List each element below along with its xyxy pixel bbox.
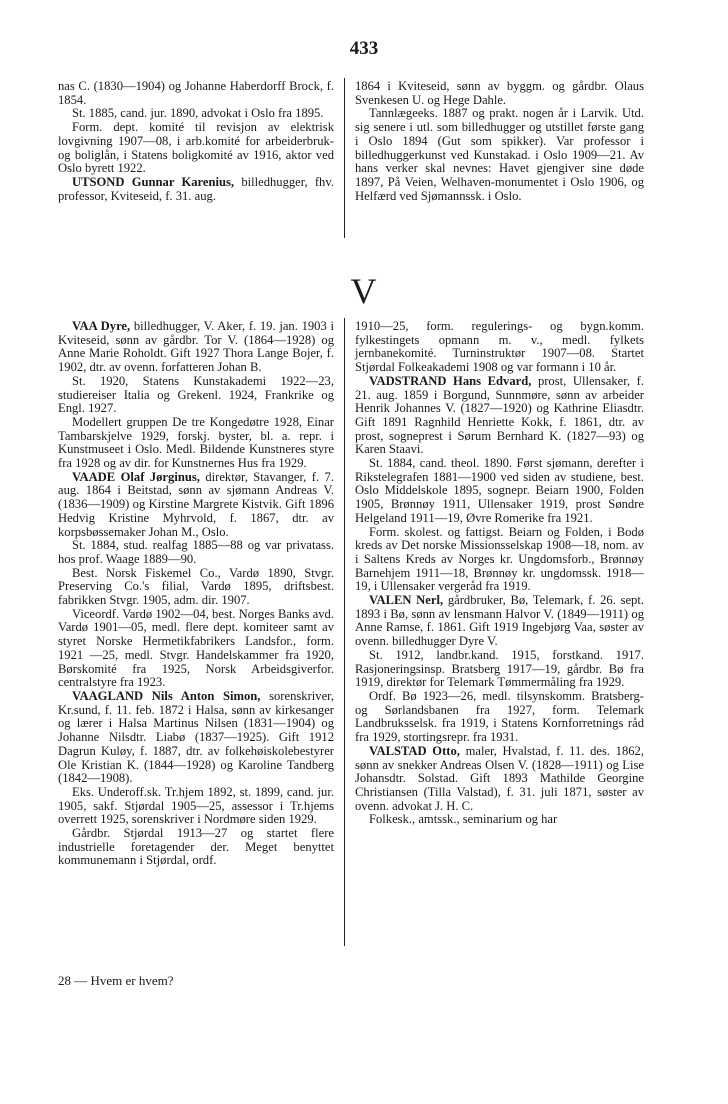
paragraph [355,107,644,203]
paragraph-text: Modellert gruppen De tre Kongedøtre 1928, Einar Tambarskjelve 1929, forskj. byster, bl. a. repr. i Kunstmuseet i Oslo. Medl. Bildende Kunstneres styre fra 1928 og av dir. for Kunstnernes Hus fra 1929. [58,414,334,471]
paragraph-text: Eks. Underoff.sk. Tr.hjem 1892, st. 1899, cand. jur. 1905, sakf. Stjørdal 1905—25, assessor i Tr.hjems overrett 1925, sorenskriver i Nordmøre siden 1929. [58,784,334,827]
paragraph [355,690,644,745]
paragraph-text: St. 1912, landbr.kand. 1915, forstkand. 1917. Rasjoneringsinsp. Bratsberg 1917—19, gårdbr. Bø fra 1919, direktør for Telemark Tømmermåling fra 1929. [355,647,644,690]
entry-name: VAAGLAND Nils Anton Simon, [72,688,261,703]
paragraph [355,745,644,814]
section-letter-heading: V [350,271,378,311]
page-footer: 28 — Hvem er hvem? [58,973,174,988]
paragraph [58,786,334,827]
top-column-divider [344,78,345,238]
entry-name: VADSTRAND Hans Edvard, [369,373,532,388]
entry-name: VAADE Olaf Jørginus, [72,469,200,484]
paragraph [58,416,334,471]
entry-name: VAA Dyre, [72,319,131,333]
page-number: 433 [349,38,379,59]
paragraph [58,567,334,608]
paragraph-text: 1910—25, form. regulerings- og bygn.komm. fylkestingets opmann m. v., medl. fylkets jernbanekomité. Turninstruktør 1907—08. Startet Stjørdal Folkeakademi 1908 og var formann i 10 år. [355,319,644,375]
paragraph [355,320,644,375]
paragraph-text: Best. Norsk Fiskemel Co., Vardø 1890, Stvgr. Preserving Co.'s filial, Vardø 1895, driftsbest. fabrikken Stvgr. 1905, adm. dir. 1907. [58,565,334,608]
paragraph-text: Form. dept. komité til revisjon av elektrisk lovgivning 1907—08, i arb.komité for arbeiderbruk- og boliglån, i Statens boligkomité av 1916, aktor ved Oslo byrett 1922. [58,120,334,176]
paragraph-text: billedhugger, fhv. professor, Kviteseid, f. 31. aug. [58,174,334,203]
paragraph-text: Ordf. Bø 1923—26, medl. tilsynskomm. Bratsberg- og Sørlandsbanen fra 1927, form. Telemark Landbruksselsk. fra 1919, i Statens Kornforretnings råd fra 1929, stortingsrepr. fra 1931. [355,688,644,745]
paragraph [58,690,334,786]
paragraph [58,107,334,121]
paragraph [355,375,644,457]
paragraph-text: Folkesk., amtssk., seminarium og har [369,812,558,827]
paragraph [58,471,334,540]
paragraph [58,375,334,416]
main-column-divider [344,318,345,946]
entry-name: UTSOND Gunnar Karenius, [72,174,235,189]
paragraph [58,320,334,375]
entry-name: VALSTAD Otto, [369,743,460,758]
paragraph-text: sorenskriver, Kr.sund, f. 11. feb. 1872 i Halsa, sønn av kirkesanger og lærer i Halsa Martinus Nilsen (1831—1904) og Johanne Nilsdtr. Liabø (1837—1925). Gift 1912 Dagrun Kuløy, f. 1887, dtr. av folkehøiskolebestyrer Ole Kristian K. (1844—1928) og Karoline Tandberg (1842—1908). [58,688,335,786]
paragraph [355,649,644,690]
paragraph-text: Tannlægeeks. 1887 og prakt. nogen år i Larvik. Utd. sig senere i utl. som billedhugger og utstillet første gang i Oslo 1894 (Gut som spikker). Var professor i billedhuggerkunst ved Kunstakad. i Oslo 1909—21. Av hans verker skal nevnes: Havet gjengiver sine døde 1897, På Veien, Welhaven-monumentet i Oslo 1906, og Helfærd ved Sjømannssk. i Oslo. [355,106,644,203]
paragraph-text: St. 1920, Statens Kunstakademi 1922—23, studiereiser Italia og Grekenl. 1924, Frankrike og Engl. 1927. [58,373,334,416]
entry-name: VALEN Nerl, [369,593,444,608]
paragraph-text: St. 1884, cand. theol. 1890. Først sjømann, derefter i Rikstelegrafen 1881—1900 ved siden av studiene, best. Oslo Middelskole 1895, sognepr. Beiarn 1900, Folden 1905, Brønnøy 1911, Ullensaker 1919, prost Søndre Helgeland 1911—19, Øvre Romerike fra 1921. [355,456,644,525]
paragraph [58,539,334,566]
paragraph [355,813,644,827]
main-right-column [355,320,644,827]
paragraph [58,608,334,690]
paragraph-text: billedhugger, V. Aker, f. 19. jan. 1903 i Kviteseid, sønn av gårdbr. Tor V. (1864—1928) og Anne Marie Roholdt. Gift 1927 Thora Lange Bojer, f. 1902, dtr. av ovenn. forfatteren Johan B. [58,319,334,375]
paragraph-text: prost, Ullensaker, f. 21. aug. 1859 i Borgund, Sunnmøre, sønn av arbeider Henrik Johannes V. (1827—1920) og Kathrine Eliasdtr. Gift 1891 Ragnhild Henriette Kokk, f. 1861, dtr. av prost, sogneprest i Sørum Bernhard K. (1827—93) og Karen Staavi. [355,373,644,457]
paragraph-text: maler, Hvalstad, f. 11. des. 1862, sønn av snekker Andreas Olsen V. (1828—1911) og Lise Johansdtr. Solstad. Gift 1893 Mathilde Georgine Christiansen (Tilla Valstad), f. 31. juli 1871, søster av ovenn. advokat J. H. C. [355,743,644,813]
paragraph [355,526,644,595]
paragraph [355,80,644,107]
main-left-column [58,320,334,868]
paragraph-text: gårdbruker, Bø, Telemark, f. 26. sept. 1893 i Bø, sønn av lensmann Halvor V. (1849—1911) og Anne Ramse, f. 1861. Gift 1919 Ingebjørg Vaa, søster av ovenn. billedhugger Dyre V. [355,593,644,649]
top-left-column [58,80,334,203]
paragraph-text: nas C. (1830—1904) og Johanne Haberdorff Brock, f. 1854. [58,79,334,107]
paragraph-text: 1864 i Kviteseid, sønn av byggm. og gårdbr. Olaus Svenkesen U. og Hege Dahle. [355,79,644,107]
paragraph [58,176,334,203]
paragraph [355,594,644,649]
top-right-column [355,80,644,203]
paragraph [355,457,644,526]
paragraph-text: Gårdbr. Stjørdal 1913—27 og startet flere industrielle foretagender der. Meget benyttet kommunemann i Stjørdal, ordf. [58,826,334,868]
paragraph [58,121,334,176]
paragraph-text: direktør, Stavanger, f. 7. aug. 1864 i Beitstad, sønn av sjømann Andreas V. (1836—1909) og Kirstine Margrete Kistvik. Gift 1896 Hedvig Kristine Myhrvold, f. 1867, dtr. av korpsbøssemaker Johan M., Oslo. [58,469,334,539]
paragraph [58,827,334,868]
paragraph [58,80,334,107]
paragraph-text: St. 1884, stud. realfag 1885—88 og var privatass. hos prof. Waage 1889—90. [58,538,334,566]
paragraph-text: Viceordf. Vardø 1902—04, best. Norges Banks avd. Vardø 1901—05, medl. flere dept. komiteer samt av styret Norske Hermetikfabrikers Landsfor., form. 1921 —25, medl. Stvgr. Handelskammer fra 1920, Børskomité fra 1925, Norsk Arbeidsgiverfor. centralstyre fra 1923. [58,606,334,690]
paragraph-text: St. 1885, cand. jur. 1890, advokat i Oslo fra 1895. [72,106,324,121]
paragraph-text: Form. skolest. og fattigst. Beiarn og Folden, i Bodø kreds av Det norske Missionsselskap 1908—18, nom. av i Saltens Kreds av Norges kr. Ungdomsforb., Brønnøy Barnehjem 1911—18, Brønnøy kr. ungdomssk. 1918—19, i Ullensaker vergeråd fra 1919. [355,524,644,594]
